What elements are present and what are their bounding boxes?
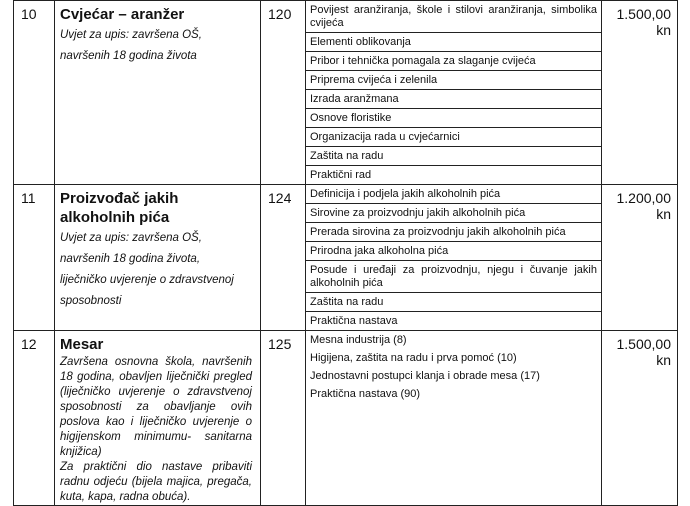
price-value: 1.500,00 kn — [616, 6, 671, 38]
program-title: Mesar — [60, 336, 104, 353]
module-item: Priprema cvijeća i zelenila — [306, 71, 601, 90]
module-item: Prirodna jaka alkoholna pića — [306, 242, 601, 261]
enrollment-condition: Uvjet za upis: završena OŠ, — [60, 232, 202, 244]
hours-cell — [261, 331, 306, 506]
program-cell — [55, 331, 261, 506]
program-title: Cvjećar – aranžer — [60, 6, 185, 23]
module-item: Povijest aranžiranja, škole i stilovi aranžiranja, simbolika cvijeća — [306, 1, 601, 33]
module-item: Sirovine za proizvodnju jakih alkoholnih pića — [306, 204, 601, 223]
price-value: 1.500,00 kn — [616, 336, 671, 368]
module-item: Jednostavni postupci klanja i obrade mesa (17) — [310, 370, 540, 382]
program-cell — [55, 1, 261, 185]
modules-cell — [306, 331, 602, 506]
hours-value: 124 — [268, 190, 292, 206]
module-item: Praktični rad — [310, 169, 372, 181]
row-number: 10 — [21, 6, 37, 22]
modules-cell — [306, 1, 602, 185]
program-title: Proizvođač jakih alkoholnih pića — [60, 190, 179, 226]
enrollment-condition: liječničko uvjerenje o zdravstvenoj — [60, 274, 234, 286]
module-item: Elementi oblikovanja — [306, 33, 601, 52]
enrollment-condition: navršenih 18 godina života, — [60, 253, 201, 265]
program-cell — [55, 185, 261, 331]
module-item: Zaštita na radu — [306, 293, 601, 312]
price-cell — [602, 331, 678, 506]
table-row — [14, 185, 678, 331]
row-number: 12 — [21, 336, 37, 352]
module-item: Mesna industrija (8) — [310, 334, 407, 346]
table-row — [14, 331, 678, 506]
hours-cell — [261, 185, 306, 331]
row-number-cell — [14, 185, 55, 331]
module-item: Osnove floristike — [306, 109, 601, 128]
module-item: Izrada aranžmana — [306, 90, 601, 109]
module-item: Pribor i tehnička pomagala za slaganje cvijeća — [306, 52, 601, 71]
module-item: Praktična nastava (90) — [310, 388, 421, 400]
module-item: Definicija i podjela jakih alkoholnih pića — [306, 185, 601, 204]
hours-value: 120 — [268, 6, 292, 22]
enrollment-condition: navršenih 18 godina života — [60, 50, 197, 62]
table-row — [14, 1, 678, 185]
price-cell — [602, 1, 678, 185]
row-number-cell — [14, 1, 55, 185]
enrollment-condition: Uvjet za upis: završena OŠ, — [60, 29, 202, 41]
hours-value: 125 — [268, 336, 292, 352]
module-item: Prerada sirovina za proizvodnju jakih alkoholnih pića — [306, 223, 601, 242]
course-table — [13, 0, 678, 506]
module-item: Higijena, zaštita na radu i prva pomoć (10) — [310, 352, 517, 364]
module-item: Organizacija rada u cvjećarnici — [306, 128, 601, 147]
module-item: Posude i uređaji za proizvodnju, njegu i čuvanje jakih alkoholnih pića — [306, 261, 601, 293]
hours-cell — [261, 1, 306, 185]
module-item: Zaštita na radu — [306, 147, 601, 166]
enrollment-condition: Završena osnovna škola, navršenih 18 godina, obavljen liječnički pregled (liječničko uvjerenje o zdravstvenoj sposobnosti za obavljanje ovih poslova kao i liječničko uvjerenje o higijenskom minimumu- sanitarna knjižica) — [60, 356, 252, 458]
module-item: Praktična nastava — [310, 315, 398, 327]
row-number-cell — [14, 331, 55, 506]
price-value: 1.200,00 kn — [616, 190, 671, 222]
practical-requirement: Za praktični dio nastave pribaviti radnu odjeću (bijela majica, pregača, kuta, kapa, radna obuća). — [60, 461, 252, 503]
row-number: 11 — [21, 190, 36, 206]
modules-cell — [306, 185, 602, 331]
enrollment-condition: sposobnosti — [60, 295, 122, 307]
price-cell — [602, 185, 678, 331]
